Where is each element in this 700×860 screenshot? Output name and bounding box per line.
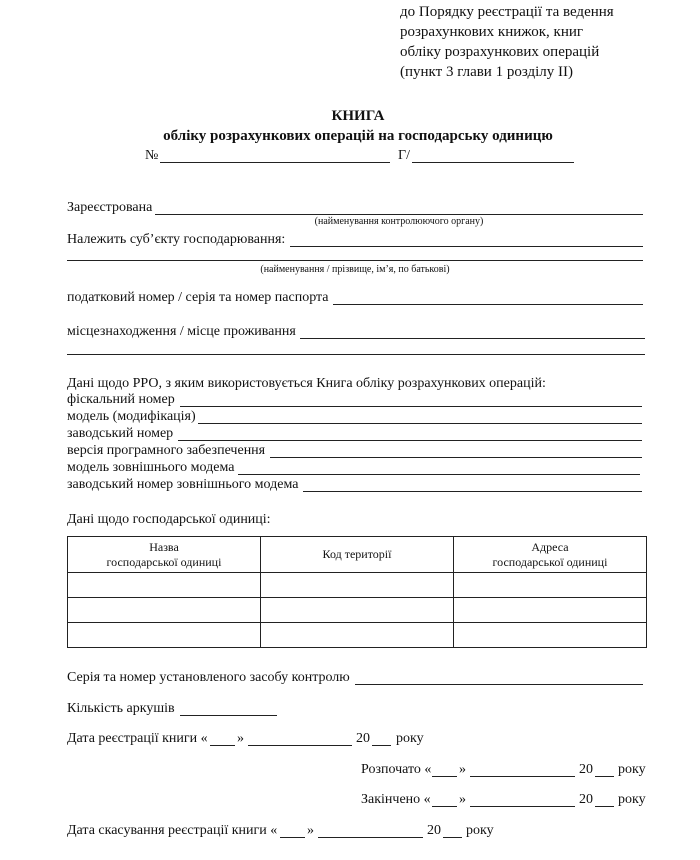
rro-modem-serial-field[interactable] <box>303 491 642 492</box>
column-header-territory-code <box>261 537 454 573</box>
table-row <box>68 598 647 623</box>
started-year-field[interactable] <box>595 776 614 777</box>
g-number-field[interactable] <box>412 162 574 163</box>
rro-modem-model-label: модель зовнішнього модема <box>67 460 235 475</box>
table-cell[interactable] <box>454 598 647 623</box>
business-unit-table <box>67 536 647 648</box>
table-row <box>68 573 647 598</box>
unit-intro: Дані щодо господарської одиниці: <box>67 512 271 527</box>
cancel-year-prefix: 20 <box>427 823 441 838</box>
table-cell[interactable] <box>261 623 454 648</box>
rro-model-field[interactable] <box>198 423 642 424</box>
started-day-field[interactable] <box>432 776 457 777</box>
finished-year-prefix: 20 <box>579 792 593 807</box>
cancel-day-field[interactable] <box>280 837 305 838</box>
cancel-date-label: Дата скасування реєстрації книги « <box>67 823 278 838</box>
rro-modem-model-field[interactable] <box>238 474 640 475</box>
table-cell[interactable] <box>454 623 647 648</box>
registration-month-field[interactable] <box>248 745 352 746</box>
appendix-header-line-4: (пункт 3 глави 1 розділу II) <box>400 64 574 80</box>
table-cell[interactable] <box>261 598 454 623</box>
location-field[interactable] <box>300 338 645 339</box>
rro-modem-serial-label: заводський номер зовнішнього модема <box>67 477 299 492</box>
column-header-name-line-1: Назва <box>149 539 179 554</box>
registration-day-field[interactable] <box>210 745 235 746</box>
rro-fiscal-number-field[interactable] <box>180 406 642 407</box>
column-header-name-line-2: господарської одиниці <box>106 554 222 569</box>
appendix-header-line-1: до Порядку реєстрації та ведення <box>400 4 614 20</box>
cancel-year-suffix: року <box>466 823 494 838</box>
tax-number-label: податковий номер / серія та номер паспорта <box>67 290 329 305</box>
sheet-count-field[interactable] <box>180 715 277 716</box>
belongs-field[interactable] <box>290 246 643 247</box>
rro-serial-field[interactable] <box>178 440 642 441</box>
table-cell[interactable] <box>454 573 647 598</box>
registration-year-suffix: року <box>396 731 424 746</box>
table-cell[interactable] <box>68 598 261 623</box>
rro-model-label: модель (модифікація) <box>67 409 196 424</box>
finished-quote-close: » <box>459 792 466 807</box>
tax-number-field[interactable] <box>333 304 643 305</box>
registration-date-label: Дата реєстрації книги « <box>67 731 208 746</box>
started-month-field[interactable] <box>470 776 575 777</box>
control-means-label: Серія та номер установленого засобу контролю <box>67 670 350 685</box>
cancel-quote-close: » <box>307 823 314 838</box>
started-label: Розпочато « <box>361 762 432 777</box>
appendix-header-line-3: обліку розрахункових операцій <box>400 44 600 60</box>
table-row <box>68 623 647 648</box>
registered-hint: (найменування контролюючого органу) <box>314 216 484 227</box>
appendix-header-line-2: розрахункових книжок, книг <box>400 24 584 40</box>
finished-year-suffix: року <box>618 792 646 807</box>
registration-quote-close: » <box>237 731 244 746</box>
location-field-line-2[interactable] <box>67 354 645 355</box>
column-header-name <box>68 537 261 573</box>
book-number-field[interactable] <box>160 162 390 163</box>
finished-label: Закінчено « <box>361 792 431 807</box>
finished-year-field[interactable] <box>595 806 614 807</box>
rro-fiscal-number-label: фіскальний номер <box>67 392 175 407</box>
table-cell[interactable] <box>261 573 454 598</box>
column-header-address <box>454 537 647 573</box>
belongs-label: Належить суб’єкту господарювання: <box>67 232 286 247</box>
registered-field[interactable] <box>155 214 643 215</box>
sheet-count-label: Кількість аркушів <box>67 701 175 716</box>
started-quote-close: » <box>459 762 466 777</box>
started-year-prefix: 20 <box>579 762 593 777</box>
cancel-month-field[interactable] <box>318 837 423 838</box>
table-cell[interactable] <box>68 573 261 598</box>
rro-intro: Дані щодо РРО, з яким використовується Книга обліку розрахункових операцій: <box>67 376 546 391</box>
rro-serial-label: заводський номер <box>67 426 174 441</box>
registration-year-field[interactable] <box>372 745 391 746</box>
control-means-field[interactable] <box>355 684 643 685</box>
number-sign: № <box>145 148 159 163</box>
cancel-year-field[interactable] <box>443 837 462 838</box>
started-year-suffix: року <box>618 762 646 777</box>
column-header-territory-code-text: Код території <box>322 547 392 561</box>
table-cell[interactable] <box>68 623 261 648</box>
rro-software-field[interactable] <box>270 457 642 458</box>
belongs-hint: (найменування / прізвище, ім’я, по батькові) <box>260 264 450 275</box>
column-header-address-line-2: господарської одиниці <box>492 554 608 569</box>
belongs-field-line-2[interactable] <box>67 260 643 261</box>
finished-day-field[interactable] <box>432 806 457 807</box>
document-subtitle: обліку розрахункових операцій на господарську одиницю <box>163 128 553 144</box>
registration-year-prefix: 20 <box>356 731 370 746</box>
finished-month-field[interactable] <box>470 806 575 807</box>
rro-software-label: версія програмного забезпечення <box>67 443 266 458</box>
column-header-address-line-1: Адреса <box>531 539 569 554</box>
g-sign: Г/ <box>398 148 410 163</box>
registered-label: Зареєстрована <box>67 200 153 215</box>
document-title: КНИГА <box>331 108 385 124</box>
location-label: місцезнаходження / місце проживання <box>67 324 296 339</box>
